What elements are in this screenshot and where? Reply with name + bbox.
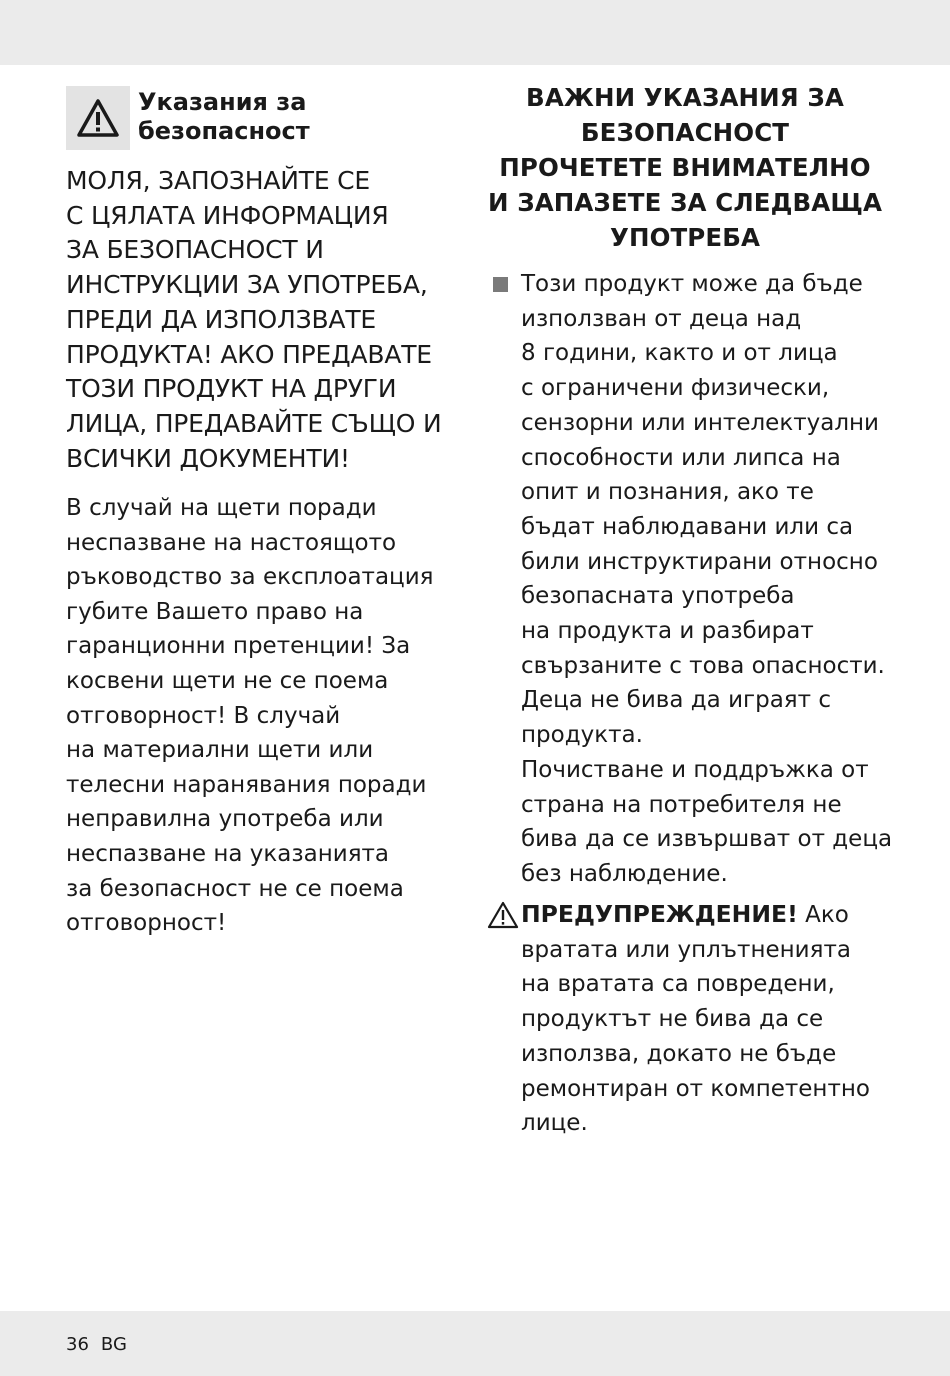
text-line: ремонтиран от компетентно — [521, 1075, 870, 1102]
text-line: ПРЕДИ ДА ИЗПОЛЗВАТЕ — [66, 304, 376, 334]
heading-line: УПОТРЕБА — [609, 223, 761, 252]
text-line: безопасната употреба — [521, 583, 795, 610]
text-line: неправилна употреба или — [66, 806, 384, 833]
heading-line: И ЗАПАЗЕТЕ ЗА СЛЕДВАЩА — [487, 188, 883, 217]
language-code: BG — [100, 1334, 127, 1355]
text-line: неспазване на настоящото — [66, 529, 397, 556]
text-line: МОЛЯ, ЗАПОЗНАЙТЕ СЕ — [66, 166, 371, 195]
text-line: отговорност! — [66, 910, 227, 937]
text-line: за безопасност не се поема — [66, 875, 404, 902]
text-line: страна на потребителя не — [521, 791, 842, 818]
text-line: способности или липса на — [521, 444, 841, 471]
text-line: телесни наранявания поради — [66, 771, 427, 798]
text-line: Този продукт може да бъде — [521, 271, 863, 297]
text-line: ЗА БЕЗОПАСНОСТ И — [66, 235, 324, 265]
text-line: неспазване на указанията — [66, 840, 390, 867]
text-line: използва, докато не бъде — [521, 1040, 837, 1067]
important-safety-heading — [484, 80, 886, 255]
text-line: били инструктирани относно — [521, 548, 878, 575]
text-line: 8 години, както и от лица — [521, 340, 838, 367]
text-line: на вратата са повредени, — [521, 971, 835, 998]
text-line: С ЦЯЛАТА ИНФОРМАЦИЯ — [66, 200, 389, 230]
text-line: на продукта и разбират — [521, 618, 814, 645]
text-line: отговорност! В случай — [66, 702, 341, 729]
text-line: на материални щети или — [66, 737, 374, 764]
safety-section-header — [66, 86, 466, 152]
text-line: Почистване и поддръжка от — [521, 756, 869, 783]
section-title-line: Указания за — [138, 88, 307, 116]
warning-label: ПРЕДУПРЕЖДЕНИЕ! — [521, 900, 798, 928]
text-line: ПРОДУКТА! АКО ПРЕДАВАТЕ — [66, 339, 432, 369]
top-band — [0, 0, 950, 65]
warning-triangle-icon — [487, 901, 519, 929]
text-line: Деца не бива да играят с — [521, 687, 831, 714]
text-line: косвени щети не се поема — [66, 667, 389, 694]
text-line: бъдат наблюдавани или са — [521, 513, 854, 540]
text-line: свързаните с това опасности. — [521, 652, 885, 679]
text-line: лице. — [521, 1110, 588, 1137]
bullet-text — [521, 267, 911, 892]
text-line: с ограничени физически, — [521, 375, 830, 402]
text-line: ТОЗИ ПРОДУКТ НА ДРУГИ — [66, 374, 397, 404]
heading-line: БЕЗОПАСНОСТ — [580, 118, 790, 147]
text-line: губите Вашето право на — [66, 598, 364, 625]
caps-safety-warning — [66, 164, 476, 476]
heading-line: ВАЖНИ УКАЗАНИЯ ЗА — [526, 83, 844, 112]
text-line: бива да се извършват от деца — [521, 826, 893, 853]
text-line: опит и познания, ако те — [521, 479, 814, 506]
warning-triangle-icon — [76, 98, 120, 138]
text-line: вратата или уплътненията — [521, 936, 851, 963]
warning-text — [521, 897, 911, 1141]
section-title — [138, 88, 310, 146]
warning-icon-box — [66, 86, 130, 150]
bottom-band — [0, 1311, 950, 1376]
bullet-square-icon — [493, 277, 508, 292]
section-title-line: безопасност — [138, 117, 310, 145]
text-line: гаранционни претенции! За — [66, 633, 411, 660]
text-line: продуктът не бива да се — [521, 1006, 824, 1033]
page-number: 36 — [66, 1334, 89, 1355]
page-footer — [66, 1334, 127, 1355]
warranty-paragraph — [66, 491, 466, 941]
text-line: ЛИЦА, ПРЕДАВАЙТЕ СЪЩО И — [66, 408, 442, 438]
warning-first-line — [521, 897, 911, 933]
text-line: без наблюдение. — [521, 860, 728, 887]
warning-first-line-rest: Ако — [797, 902, 849, 928]
heading-line: ПРОЧЕТЕТЕ ВНИМАТЕЛНО — [499, 153, 871, 182]
text-line: ИНСТРУКЦИИ ЗА УПОТРЕБА, — [66, 270, 428, 300]
text-line: ръководство за експлоатация — [66, 564, 434, 591]
text-line: продукта. — [521, 722, 643, 749]
text-line: В случай на щети поради — [66, 495, 377, 521]
text-line: използван от деца над — [521, 305, 802, 332]
text-line: ВСИЧКИ ДОКУМЕНТИ! — [66, 443, 350, 473]
text-line: сензорни или интелектуални — [521, 409, 880, 436]
